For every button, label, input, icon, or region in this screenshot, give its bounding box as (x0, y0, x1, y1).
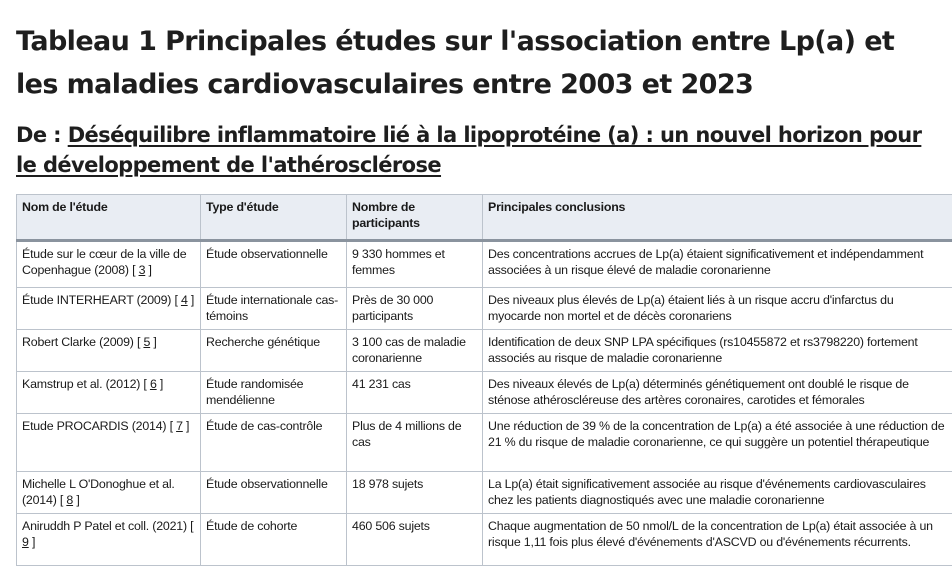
cell-participants: 460 506 sujets (347, 514, 483, 566)
studies-table (16, 194, 952, 566)
cell-study-type: Étude randomisée mendélienne (201, 372, 347, 414)
cell-study-name: Étude INTERHEART (2009) [ 4 ] (17, 288, 201, 330)
reference-link[interactable]: 4 (180, 293, 188, 307)
cell-participants: Près de 30 000 participants (347, 288, 483, 330)
cell-study-name: Robert Clarke (2009) [ 5 ] (17, 330, 201, 372)
table-row (17, 514, 952, 566)
reference-link[interactable]: 8 (66, 493, 74, 507)
cell-conclusion: Des niveaux plus élevés de Lp(a) étaient liés à un risque accru d'infarctus du myocarde non mortel et de décès coronariens (483, 288, 952, 330)
table-row (17, 330, 952, 372)
header-study-name: Nom de l'étude (17, 195, 201, 241)
cell-conclusion: Chaque augmentation de 50 nmol/L de la concentration de Lp(a) était associée à un risque 1,11 fois plus élevé d'événements d'ASCVD ou d'événements récurrents. (483, 514, 952, 566)
table-row (17, 372, 952, 414)
cell-participants: 18 978 sujets (347, 472, 483, 514)
cell-conclusion: Une réduction de 39 % de la concentration de Lp(a) a été associée à une réduction de 21 % du risque de maladie coronarienne, ce qui suggère un potentiel thérapeutique (483, 414, 952, 472)
cell-study-type: Étude internationale cas-témoins (201, 288, 347, 330)
cell-conclusion: Identification de deux SNP LPA spécifiques (rs10455872 et rs3798220) fortement associés au risque de maladie coronarienne (483, 330, 952, 372)
table-row (17, 241, 952, 288)
reference-link[interactable]: 5 (143, 335, 151, 349)
cell-conclusion: Des niveaux élevés de Lp(a) déterminés génétiquement ont doublé le risque de sténose athéroscléreuse des artères coronaires, carotides et fémorales (483, 372, 952, 414)
reference-link[interactable]: 7 (176, 419, 183, 433)
source-article-link[interactable]: Déséquilibre inflammatoire lié à la lipoprotéine (a) : un nouvel horizon pour le développement de l'athérosclérose (16, 123, 922, 177)
cell-participants: 9 330 hommes et femmes (347, 241, 483, 288)
source-prefix: De : (16, 123, 68, 147)
cell-conclusion: Des concentrations accrues de Lp(a) étaient significativement et indépendamment associées à un risque élevé de maladie coronarienne (483, 241, 952, 288)
cell-study-type: Étude de cas-contrôle (201, 414, 347, 472)
cell-participants: 41 231 cas (347, 372, 483, 414)
cell-study-type: Étude observationnelle (201, 241, 347, 288)
table-row (17, 414, 952, 472)
reference-link[interactable]: 6 (149, 377, 157, 391)
cell-study-name: Etude PROCARDIS (2014) [ 7 ] (17, 414, 201, 472)
cell-study-type: Recherche génétique (201, 330, 347, 372)
cell-study-name: Michelle L O'Donoghue et al. (2014) [ 8 ] (17, 472, 201, 514)
table-header-row (17, 195, 952, 241)
cell-conclusion: La Lp(a) était significativement associée au risque d'événements cardiovasculaires chez les patients diagnostiqués avec une maladie coronarienne (483, 472, 952, 514)
cell-study-type: Étude de cohorte (201, 514, 347, 566)
table-row (17, 288, 952, 330)
reference-link[interactable]: 3 (138, 263, 146, 277)
reference-link[interactable]: 9 (22, 535, 29, 549)
cell-study-name: Aniruddh P Patel et coll. (2021) [ 9 ] (17, 514, 201, 566)
header-participants: Nombre de participants (347, 195, 483, 241)
source-article (16, 120, 936, 180)
table-title: Tableau 1 Principales études sur l'association entre Lp(a) et les maladies cardiovasculaires entre 2003 et 2023 (16, 26, 895, 100)
header-study-type: Type d'étude (201, 195, 347, 241)
header-conclusions: Principales conclusions (483, 195, 952, 241)
table-row (17, 472, 952, 514)
cell-participants: 3 100 cas de maladie coronarienne (347, 330, 483, 372)
cell-participants: Plus de 4 millions de cas (347, 414, 483, 472)
cell-study-type: Étude observationnelle (201, 472, 347, 514)
cell-study-name: Kamstrup et al. (2012) [ 6 ] (17, 372, 201, 414)
cell-study-name: Étude sur le cœur de la ville de Copenhague (2008) [ 3 ] (17, 241, 201, 288)
